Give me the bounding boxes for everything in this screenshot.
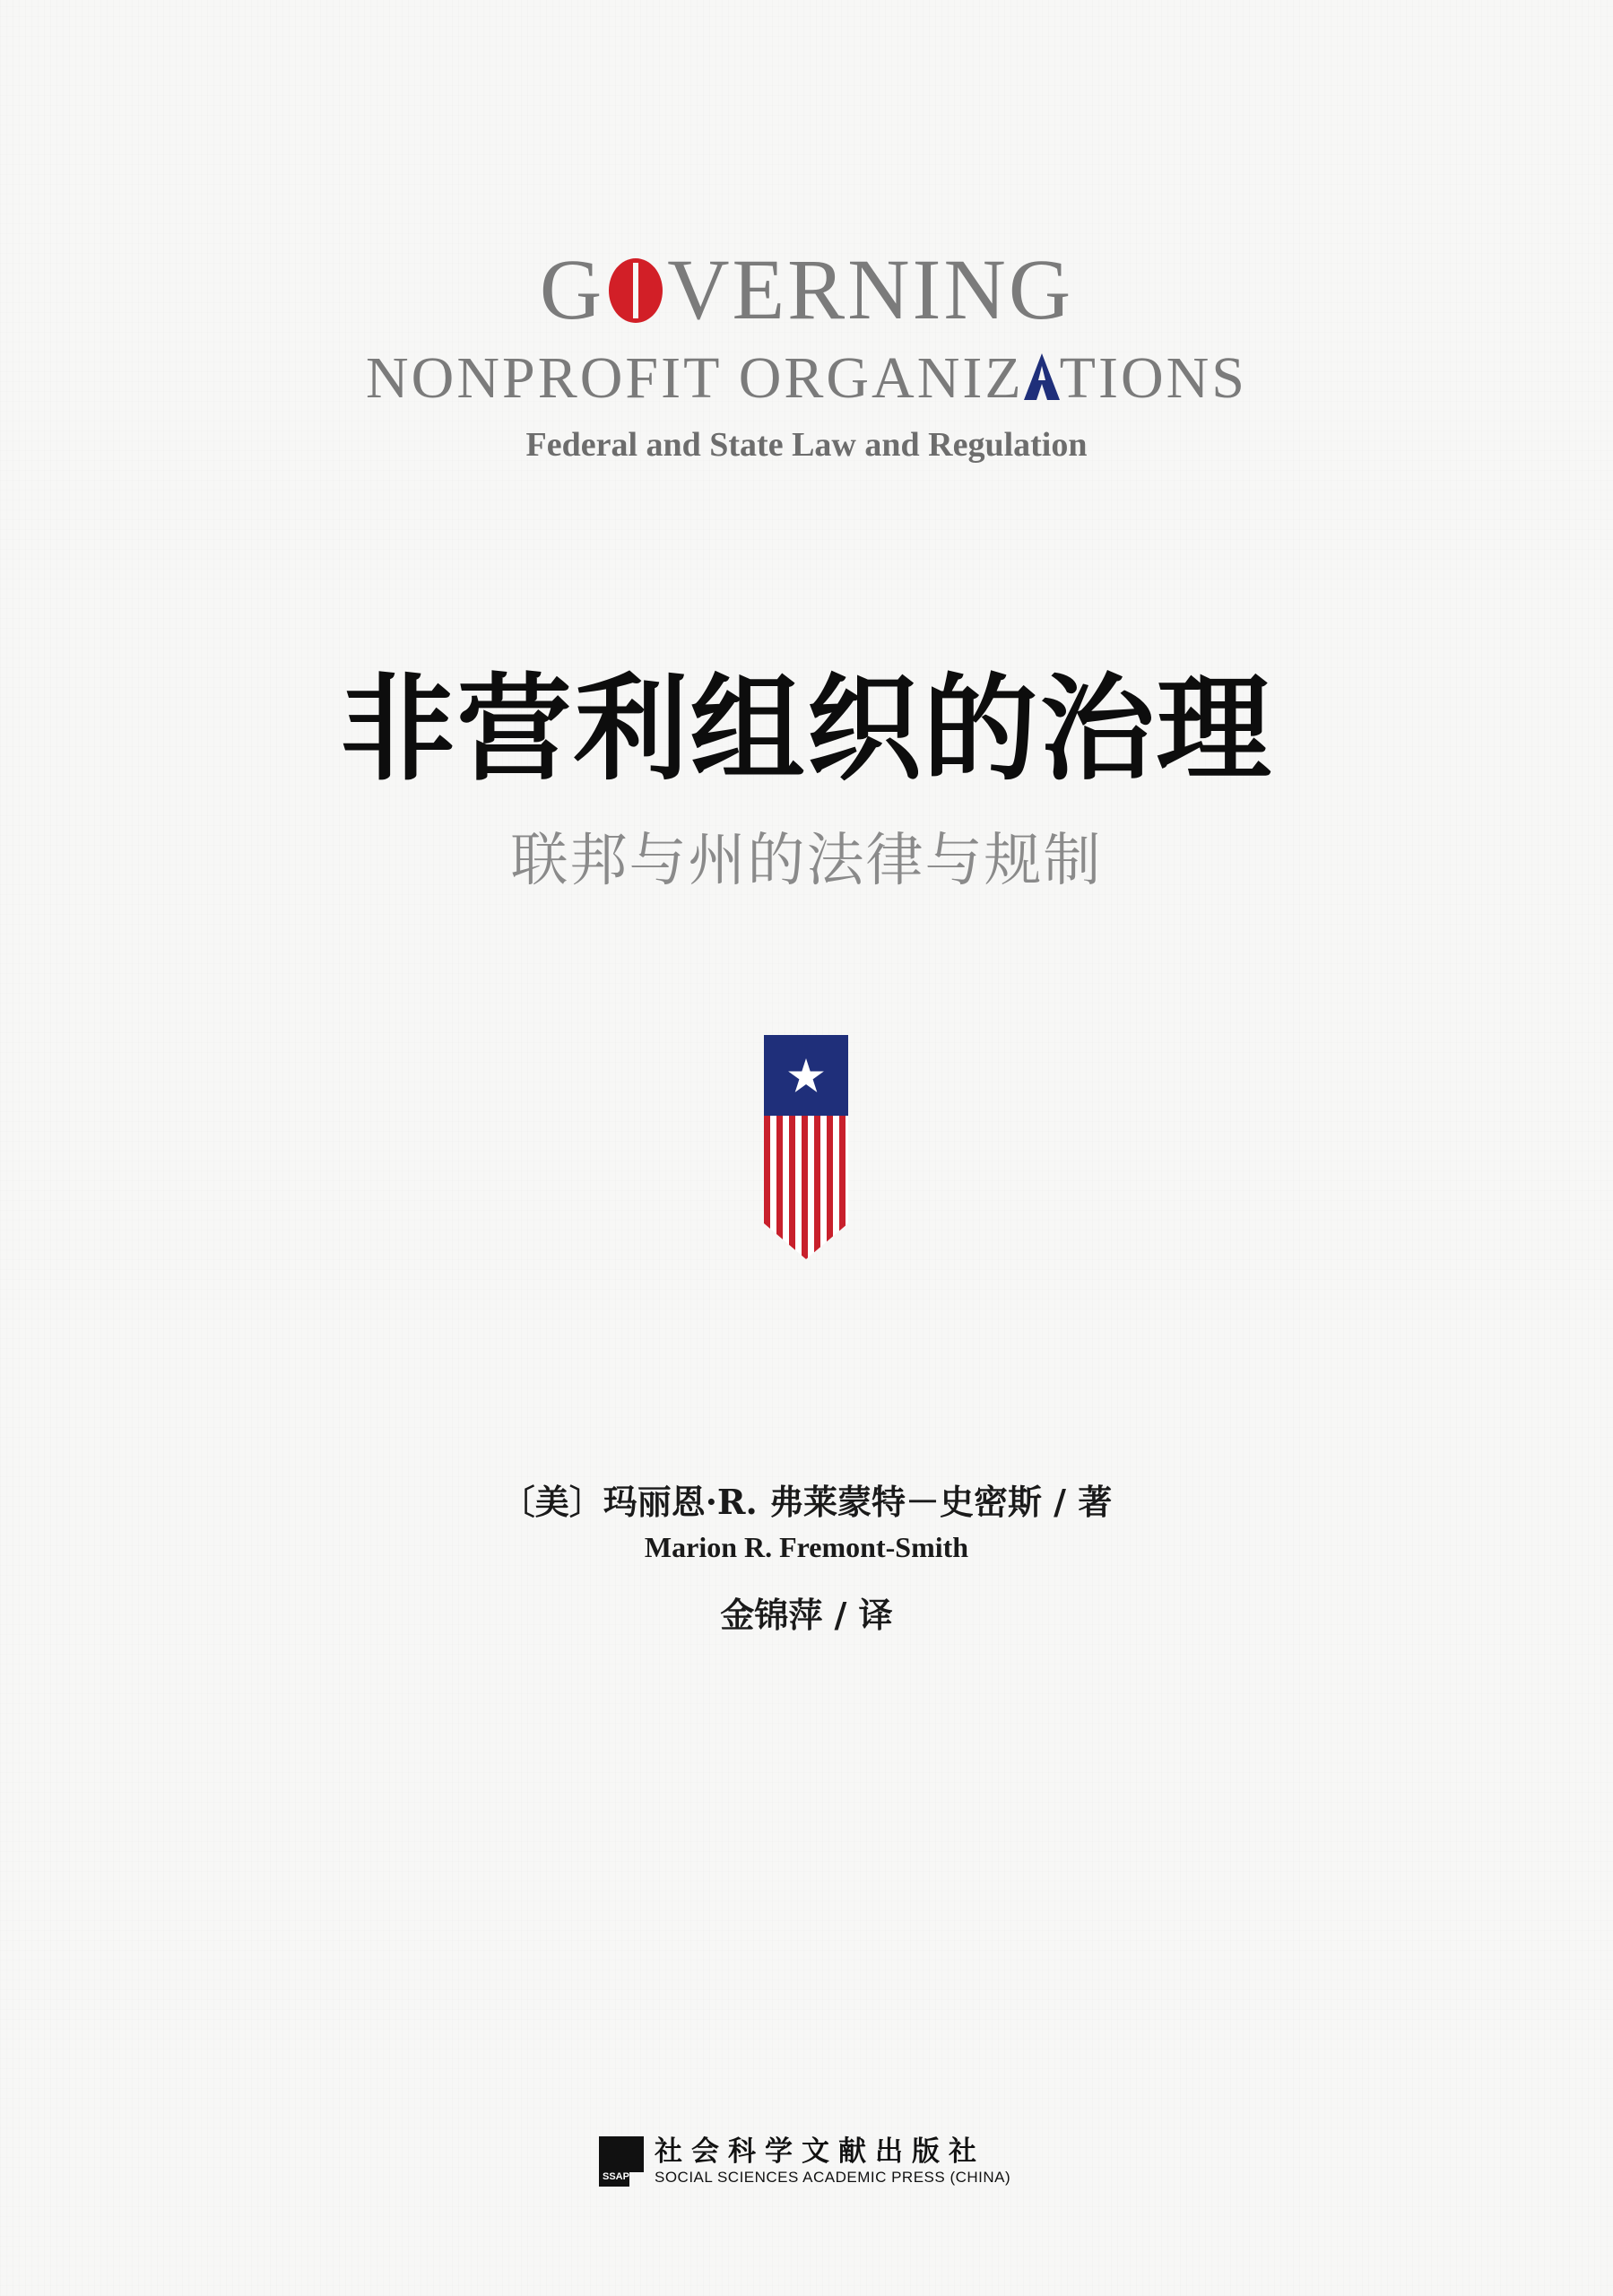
author-chinese: 〔美〕玛丽恩·R. 弗莱蒙特－史密斯 / 著: [500, 1482, 1113, 1522]
title-letters-before-o: G: [539, 241, 605, 337]
english-title-line-1: [0, 240, 1613, 339]
publisher-name-chinese: 社会科学文献出版社: [655, 2135, 985, 2168]
english-subtitle: Federal and State Law and Regulation: [525, 426, 1088, 464]
chinese-title: 非营利组织的治理: [340, 662, 1273, 796]
chinese-subtitle: 联邦与州的法律与规制: [510, 828, 1103, 894]
blue-a-letter-graphic: [1024, 353, 1060, 400]
flag-banner-icon: [764, 1035, 848, 1259]
translator: 金锦萍 / 译: [720, 1595, 893, 1635]
publisher-name-english: SOCIAL SCIENCES ACADEMIC PRESS (CHINA): [655, 2169, 1011, 2186]
english-title-line-2: [0, 343, 1613, 414]
author-english: Marion R. Fremont-Smith: [644, 1531, 969, 1563]
title-letters-before-a: NONPROFIT ORGANIZ: [366, 345, 1024, 411]
publisher-text: [655, 2135, 1010, 2187]
title-letters-after-a: TIONS: [1059, 345, 1247, 411]
svg-text:SSAP: SSAP: [603, 2171, 629, 2182]
ssap-logo-icon: [599, 2136, 644, 2187]
publisher-block: [599, 2135, 1010, 2188]
red-o-letter-graphic: [608, 257, 663, 324]
title-letters-after-o: VERNING: [667, 241, 1074, 337]
